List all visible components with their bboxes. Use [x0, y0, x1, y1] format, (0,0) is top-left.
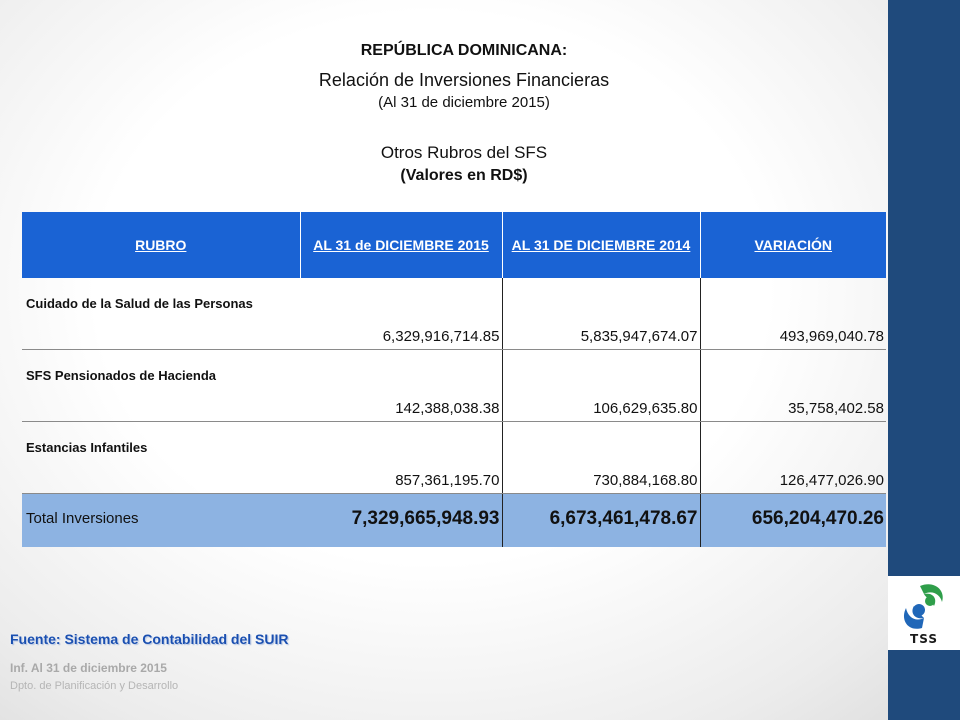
header-2014: AL 31 DE DICIEMBRE 2014 — [502, 212, 700, 278]
value-2014-cell: 5,835,947,674.07 — [502, 278, 700, 350]
tss-swirl-logo-icon — [900, 580, 948, 632]
table-row — [22, 278, 886, 350]
header-rubro: RUBRO — [22, 212, 300, 278]
source-note: Fuente: Sistema de Contabilidad del SUIR — [10, 631, 289, 647]
rubro-cell: SFS Pensionados de Hacienda — [22, 350, 300, 422]
total-label-cell: Total Inversiones — [22, 494, 300, 548]
report-title: Relación de Inversiones Financieras — [318, 70, 610, 90]
header-variacion: VARIACIÓN — [700, 212, 886, 278]
table-row — [22, 350, 886, 422]
value-2015-cell: 857,361,195.70 — [300, 422, 502, 494]
rubro-cell: Cuidado de la Salud de las Personas — [22, 278, 300, 350]
country-heading: REPÚBLICA DOMINICANA: — [360, 42, 568, 59]
total-2014-cell: 6,673,461,478.67 — [502, 494, 700, 548]
tss-logo — [888, 576, 960, 650]
total-row — [22, 494, 886, 548]
value-2015-cell: 142,388,038.38 — [300, 350, 502, 422]
report-footer: Inf. Al 31 de diciembre 2015 — [10, 661, 167, 675]
department-footer: Dpto. de Planificación y Desarrollo — [10, 680, 179, 692]
variation-cell: 493,969,040.78 — [700, 278, 886, 350]
total-variation-cell: 656,204,470.26 — [700, 494, 886, 548]
table-row — [22, 422, 886, 494]
total-2015-cell: 7,329,665,948.93 — [300, 494, 502, 548]
value-2015-cell: 6,329,916,714.85 — [300, 278, 502, 350]
units-note: (Valores en RD$) — [400, 167, 528, 184]
table-header-row — [22, 212, 886, 278]
variation-cell: 35,758,402.58 — [700, 350, 886, 422]
rubro-cell: Estancias Infantiles — [22, 422, 300, 494]
variation-cell: 126,477,026.90 — [700, 422, 886, 494]
investments-table — [22, 212, 886, 547]
report-subtitle: Otros Rubros del SFS — [380, 143, 548, 162]
value-2014-cell: 730,884,168.80 — [502, 422, 700, 494]
header-2015: AL 31 de DICIEMBRE 2015 — [300, 212, 502, 278]
report-date: (Al 31 de diciembre 2015) — [378, 94, 550, 111]
logo-label: TSS — [910, 632, 938, 646]
value-2014-cell: 106,629,635.80 — [502, 350, 700, 422]
